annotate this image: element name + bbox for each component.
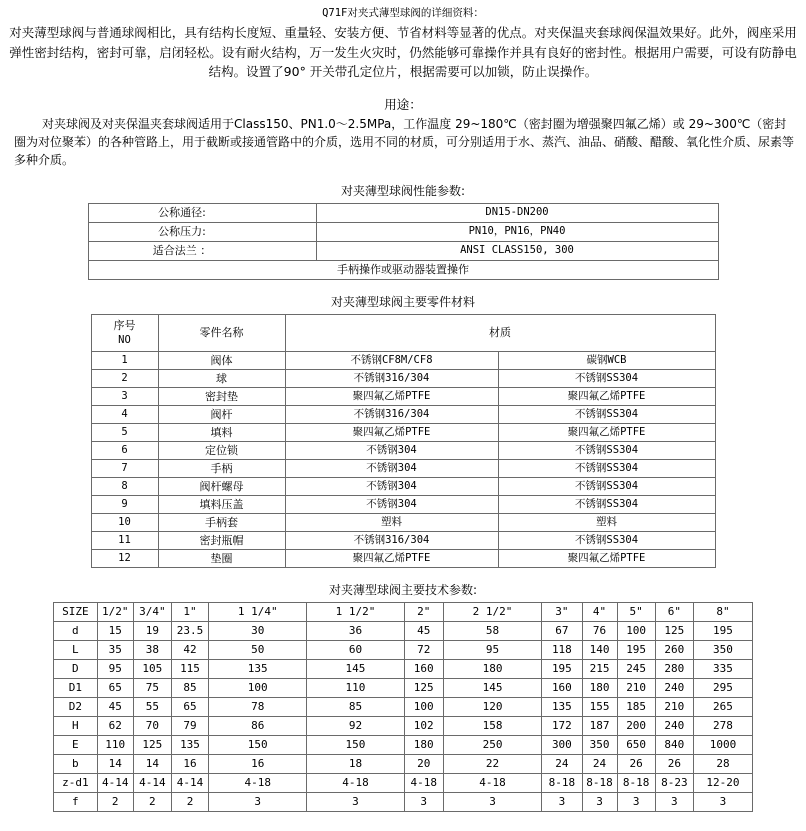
part-number: 11 bbox=[91, 531, 158, 549]
parameter-value: 3 bbox=[307, 792, 404, 811]
parameter-label: f bbox=[54, 792, 98, 811]
parameter-value: 840 bbox=[655, 735, 693, 754]
size-column-header: 1/2" bbox=[97, 602, 133, 621]
parameter-value: 62 bbox=[97, 716, 133, 735]
header-part-name: 零件名称 bbox=[158, 314, 285, 351]
parameter-value: 2 bbox=[171, 792, 208, 811]
parameter-value: 55 bbox=[133, 697, 171, 716]
part-number: 1 bbox=[91, 351, 158, 369]
part-name: 密封垫 bbox=[158, 387, 285, 405]
parameter-value: 195 bbox=[693, 621, 752, 640]
parameter-value: 100 bbox=[617, 621, 655, 640]
size-column-header: 6" bbox=[655, 602, 693, 621]
parameter-value: 210 bbox=[617, 678, 655, 697]
performance-table bbox=[88, 203, 719, 280]
materials-row bbox=[91, 405, 715, 423]
parameter-value: 135 bbox=[171, 735, 208, 754]
parameter-value: 125 bbox=[133, 735, 171, 754]
parameter-value: 19 bbox=[133, 621, 171, 640]
parameter-value: 100 bbox=[404, 697, 443, 716]
parameter-value: 12-20 bbox=[693, 773, 752, 792]
part-name: 球 bbox=[158, 369, 285, 387]
size-column-header: 2 1/2" bbox=[443, 602, 541, 621]
performance-footer: 手柄操作或驱动器装置操作 bbox=[88, 260, 718, 279]
part-name: 密封瓶帽 bbox=[158, 531, 285, 549]
material-2: 聚四氟乙烯PTFE bbox=[498, 423, 715, 441]
parameter-value: 4-18 bbox=[443, 773, 541, 792]
parameter-value: 1000 bbox=[693, 735, 752, 754]
material-1: 不锈钢316/304 bbox=[285, 405, 498, 423]
materials-row bbox=[91, 459, 715, 477]
parameter-value: 280 bbox=[655, 659, 693, 678]
part-name: 定位锁 bbox=[158, 441, 285, 459]
material-1: 不锈钢304 bbox=[285, 477, 498, 495]
parameter-value: 135 bbox=[209, 659, 307, 678]
part-number: 9 bbox=[91, 495, 158, 513]
parameter-value: 150 bbox=[307, 735, 404, 754]
parameter-value: 155 bbox=[582, 697, 617, 716]
performance-row bbox=[88, 203, 718, 222]
technical-row bbox=[54, 735, 753, 754]
material-1: 不锈钢316/304 bbox=[285, 531, 498, 549]
materials-row bbox=[91, 441, 715, 459]
technical-row bbox=[54, 659, 753, 678]
performance-footer-row bbox=[88, 260, 718, 279]
performance-value: PN10，PN16，PN40 bbox=[316, 222, 718, 241]
parameter-value: 58 bbox=[443, 621, 541, 640]
material-2: 不锈钢SS304 bbox=[498, 405, 715, 423]
size-column-header: 5" bbox=[617, 602, 655, 621]
parameter-value: 350 bbox=[582, 735, 617, 754]
materials-row bbox=[91, 387, 715, 405]
parameter-value: 125 bbox=[404, 678, 443, 697]
parameter-value: 187 bbox=[582, 716, 617, 735]
parameter-value: 14 bbox=[133, 754, 171, 773]
technical-row bbox=[54, 678, 753, 697]
size-column-header: 4" bbox=[582, 602, 617, 621]
parameter-value: 120 bbox=[443, 697, 541, 716]
parameter-value: 4-14 bbox=[133, 773, 171, 792]
parameter-value: 95 bbox=[443, 640, 541, 659]
size-column-header: 3/4" bbox=[133, 602, 171, 621]
parameter-value: 180 bbox=[404, 735, 443, 754]
parameter-value: 22 bbox=[443, 754, 541, 773]
parameter-value: 18 bbox=[307, 754, 404, 773]
parameter-value: 335 bbox=[693, 659, 752, 678]
parameter-value: 65 bbox=[171, 697, 208, 716]
parameter-value: 70 bbox=[133, 716, 171, 735]
header-material: 材质 bbox=[285, 314, 715, 351]
parameter-value: 295 bbox=[693, 678, 752, 697]
materials-caption: 对夹薄型球阀主要零件材料 bbox=[330, 294, 475, 309]
materials-row bbox=[91, 531, 715, 549]
parameter-value: 118 bbox=[542, 640, 582, 659]
parameter-value: 60 bbox=[307, 640, 404, 659]
part-name: 垫圈 bbox=[158, 549, 285, 567]
parameter-value: 3 bbox=[693, 792, 752, 811]
parameter-value: 250 bbox=[443, 735, 541, 754]
parameter-value: 20 bbox=[404, 754, 443, 773]
material-1: 聚四氟乙烯PTFE bbox=[285, 387, 498, 405]
parameter-value: 36 bbox=[307, 621, 404, 640]
size-column-header: 1 1/4" bbox=[209, 602, 307, 621]
parameter-value: 160 bbox=[542, 678, 582, 697]
materials-row bbox=[91, 513, 715, 531]
parameter-value: 160 bbox=[404, 659, 443, 678]
material-2: 不锈钢SS304 bbox=[498, 477, 715, 495]
parameter-value: 200 bbox=[617, 716, 655, 735]
parameter-value: 300 bbox=[542, 735, 582, 754]
parameter-value: 3 bbox=[443, 792, 541, 811]
parameter-value: 102 bbox=[404, 716, 443, 735]
technical-row bbox=[54, 792, 753, 811]
material-1: 塑料 bbox=[285, 513, 498, 531]
parameter-value: 650 bbox=[617, 735, 655, 754]
parameter-value: 185 bbox=[617, 697, 655, 716]
parameter-value: 3 bbox=[617, 792, 655, 811]
part-number: 10 bbox=[91, 513, 158, 531]
material-2: 塑料 bbox=[498, 513, 715, 531]
part-number: 4 bbox=[91, 405, 158, 423]
parameter-value: 65 bbox=[97, 678, 133, 697]
performance-row bbox=[88, 241, 718, 260]
material-2: 聚四氟乙烯PTFE bbox=[498, 387, 715, 405]
parameter-value: 35 bbox=[97, 640, 133, 659]
parameter-label: L bbox=[54, 640, 98, 659]
materials-row bbox=[91, 423, 715, 441]
parameter-value: 75 bbox=[133, 678, 171, 697]
parameter-value: 4-18 bbox=[209, 773, 307, 792]
parameter-value: 3 bbox=[655, 792, 693, 811]
size-column-header: 3" bbox=[542, 602, 582, 621]
parameter-value: 14 bbox=[97, 754, 133, 773]
parameter-value: 115 bbox=[171, 659, 208, 678]
technical-row bbox=[54, 640, 753, 659]
parameter-value: 85 bbox=[307, 697, 404, 716]
parameter-value: 8-18 bbox=[542, 773, 582, 792]
material-1: 聚四氟乙烯PTFE bbox=[285, 549, 498, 567]
parameter-value: 172 bbox=[542, 716, 582, 735]
parameter-value: 195 bbox=[542, 659, 582, 678]
parameter-value: 110 bbox=[307, 678, 404, 697]
usage-paragraph: 对夹球阀及对夹保温夹套球阀适用于Class150、PN1.0～2.5MPa，工作温度 29~180℃（密封圈为增强聚四氟乙烯）或 29~300℃（密封圈为对位聚苯）的各种管路上，用于截断或接通管路中的介质，选用不同的材质，可分别适用于水、蒸汽、油品、硝酸、醋酸、氧化性介质、尿素等多种介质。 bbox=[14, 116, 795, 167]
materials-row bbox=[91, 549, 715, 567]
parameter-label: z-d1 bbox=[54, 773, 98, 792]
part-number: 8 bbox=[91, 477, 158, 495]
parameter-value: 8-18 bbox=[617, 773, 655, 792]
parameter-value: 8-18 bbox=[582, 773, 617, 792]
page-title: Q71F对夹式薄型球阀的详细资料： bbox=[322, 7, 484, 19]
parameter-label: H bbox=[54, 716, 98, 735]
parameter-label: E bbox=[54, 735, 98, 754]
parameter-value: 350 bbox=[693, 640, 752, 659]
parameter-value: 67 bbox=[542, 621, 582, 640]
parameter-value: 180 bbox=[582, 678, 617, 697]
part-name: 手柄 bbox=[158, 459, 285, 477]
parameter-value: 42 bbox=[171, 640, 208, 659]
material-2: 不锈钢SS304 bbox=[498, 369, 715, 387]
parameter-value: 105 bbox=[133, 659, 171, 678]
parameter-value: 78 bbox=[209, 697, 307, 716]
materials-row bbox=[91, 477, 715, 495]
parameter-value: 100 bbox=[209, 678, 307, 697]
parameter-value: 135 bbox=[542, 697, 582, 716]
parameter-value: 180 bbox=[443, 659, 541, 678]
technical-row bbox=[54, 697, 753, 716]
header-no bbox=[91, 314, 158, 351]
material-2: 不锈钢SS304 bbox=[498, 495, 715, 513]
parameter-value: 4-14 bbox=[171, 773, 208, 792]
technical-caption: 对夹薄型球阀主要技术参数: bbox=[328, 582, 478, 597]
parameter-value: 85 bbox=[171, 678, 208, 697]
material-1: 不锈钢304 bbox=[285, 441, 498, 459]
parameter-value: 110 bbox=[97, 735, 133, 754]
parameter-value: 265 bbox=[693, 697, 752, 716]
parameter-value: 145 bbox=[443, 678, 541, 697]
parameter-value: 50 bbox=[209, 640, 307, 659]
intro-paragraph: 对夹薄型球阀与普通球阀相比，具有结构长度短、重量轻、安装方便、节省材料等显著的优点。对夹保温夹套球阀保温效果好。此外，阀座采用弹性密封结构，密封可靠，启闭轻松。设有耐火结构，万一发生火灾时，仍然能够可靠操作并具有良好的密封性。根据用户需要，可设有防静电结构。设置了90° 开关带孔定位片，根据需要可以加锁，防止误操作。 bbox=[9, 25, 797, 79]
parameter-label: D bbox=[54, 659, 98, 678]
materials-row bbox=[91, 369, 715, 387]
parameter-value: 240 bbox=[655, 678, 693, 697]
part-name: 填料 bbox=[158, 423, 285, 441]
parameter-value: 16 bbox=[209, 754, 307, 773]
parameter-value: 79 bbox=[171, 716, 208, 735]
part-number: 6 bbox=[91, 441, 158, 459]
parameter-value: 16 bbox=[171, 754, 208, 773]
technical-row bbox=[54, 716, 753, 735]
parameter-value: 3 bbox=[404, 792, 443, 811]
part-number: 7 bbox=[91, 459, 158, 477]
header-no-en: NO bbox=[118, 333, 131, 346]
parameter-value: 38 bbox=[133, 640, 171, 659]
size-column-header: 1 1/2" bbox=[307, 602, 404, 621]
parameter-label: b bbox=[54, 754, 98, 773]
material-2: 碳钢WCB bbox=[498, 351, 715, 369]
part-number: 12 bbox=[91, 549, 158, 567]
parameter-value: 278 bbox=[693, 716, 752, 735]
performance-label: 公称压力: bbox=[88, 222, 316, 241]
part-name: 阀杆螺母 bbox=[158, 477, 285, 495]
part-name: 阀体 bbox=[158, 351, 285, 369]
parameter-value: 2 bbox=[133, 792, 171, 811]
parameter-value: 24 bbox=[542, 754, 582, 773]
parameter-value: 2 bbox=[97, 792, 133, 811]
parameter-value: 3 bbox=[582, 792, 617, 811]
size-column-header: 1" bbox=[171, 602, 208, 621]
parameter-value: 15 bbox=[97, 621, 133, 640]
material-2: 不锈钢SS304 bbox=[498, 441, 715, 459]
parameter-value: 86 bbox=[209, 716, 307, 735]
parameter-value: 8-23 bbox=[655, 773, 693, 792]
parameter-value: 4-14 bbox=[97, 773, 133, 792]
material-1: 不锈钢304 bbox=[285, 459, 498, 477]
parameter-value: 92 bbox=[307, 716, 404, 735]
size-column-header: 8" bbox=[693, 602, 752, 621]
part-name: 手柄套 bbox=[158, 513, 285, 531]
parameter-value: 4-18 bbox=[307, 773, 404, 792]
parameter-value: 210 bbox=[655, 697, 693, 716]
part-number: 2 bbox=[91, 369, 158, 387]
parameter-value: 245 bbox=[617, 659, 655, 678]
material-2: 聚四氟乙烯PTFE bbox=[498, 549, 715, 567]
performance-caption: 对夹薄型球阀性能参数: bbox=[340, 183, 466, 198]
parameter-value: 45 bbox=[97, 697, 133, 716]
parameter-value: 215 bbox=[582, 659, 617, 678]
parameter-value: 3 bbox=[209, 792, 307, 811]
parameter-value: 195 bbox=[617, 640, 655, 659]
part-number: 3 bbox=[91, 387, 158, 405]
technical-row bbox=[54, 621, 753, 640]
performance-value: ANSI CLASS150, 300 bbox=[316, 241, 718, 260]
performance-label: 适合法兰 ： bbox=[88, 241, 316, 260]
performance-label: 公称通径: bbox=[88, 203, 316, 222]
parameter-value: 24 bbox=[582, 754, 617, 773]
material-1: 聚四氟乙烯PTFE bbox=[285, 423, 498, 441]
materials-row bbox=[91, 495, 715, 513]
usage-heading: 用途： bbox=[384, 96, 422, 112]
technical-header-row bbox=[54, 602, 753, 621]
part-name: 填料压盖 bbox=[158, 495, 285, 513]
parameter-value: 26 bbox=[617, 754, 655, 773]
materials-row bbox=[91, 351, 715, 369]
parameter-value: 125 bbox=[655, 621, 693, 640]
parameter-label: D2 bbox=[54, 697, 98, 716]
performance-row bbox=[88, 222, 718, 241]
parameter-value: 45 bbox=[404, 621, 443, 640]
parameter-value: 240 bbox=[655, 716, 693, 735]
parameter-value: 26 bbox=[655, 754, 693, 773]
parameter-value: 95 bbox=[97, 659, 133, 678]
material-1: 不锈钢316/304 bbox=[285, 369, 498, 387]
parameter-value: 4-18 bbox=[404, 773, 443, 792]
parameter-value: 145 bbox=[307, 659, 404, 678]
parameter-value: 150 bbox=[209, 735, 307, 754]
parameter-value: 3 bbox=[542, 792, 582, 811]
parameter-value: 158 bbox=[443, 716, 541, 735]
materials-header-row bbox=[91, 314, 715, 351]
parameter-value: 23.5 bbox=[171, 621, 208, 640]
parameter-value: 28 bbox=[693, 754, 752, 773]
material-2: 不锈钢SS304 bbox=[498, 459, 715, 477]
technical-table bbox=[53, 602, 753, 812]
size-column-header: 2" bbox=[404, 602, 443, 621]
header-no-cn: 序号 bbox=[113, 318, 136, 332]
size-header: SIZE bbox=[54, 602, 98, 621]
parameter-value: 76 bbox=[582, 621, 617, 640]
part-number: 5 bbox=[91, 423, 158, 441]
parameter-value: 72 bbox=[404, 640, 443, 659]
technical-row bbox=[54, 773, 753, 792]
parameter-value: 30 bbox=[209, 621, 307, 640]
parameter-value: 260 bbox=[655, 640, 693, 659]
part-name: 阀杆 bbox=[158, 405, 285, 423]
material-2: 不锈钢SS304 bbox=[498, 531, 715, 549]
material-1: 不锈钢304 bbox=[285, 495, 498, 513]
material-1: 不锈钢CF8M/CF8 bbox=[285, 351, 498, 369]
parameter-label: D1 bbox=[54, 678, 98, 697]
materials-table bbox=[91, 314, 716, 568]
parameter-label: d bbox=[54, 621, 98, 640]
technical-row bbox=[54, 754, 753, 773]
performance-value: DN15-DN200 bbox=[316, 203, 718, 222]
parameter-value: 140 bbox=[582, 640, 617, 659]
